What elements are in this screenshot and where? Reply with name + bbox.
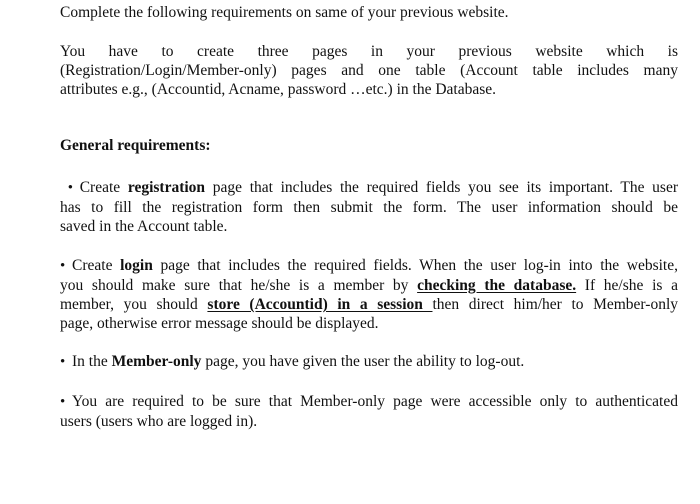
bullet-registration-line-3: saved in the Account table. bbox=[60, 218, 228, 235]
bullet-auth-line-1 bbox=[60, 392, 678, 412]
reg-rest: page that includes the required fields you see its important. The user bbox=[205, 179, 678, 196]
login-line2-post: If he/she is a bbox=[576, 277, 678, 294]
bullet-icon: • bbox=[60, 258, 66, 274]
intro-line: Complete the following requirements on same of your previous website. bbox=[60, 4, 509, 21]
bullet-member-line-1 bbox=[60, 352, 678, 372]
bullet-login-line-2 bbox=[60, 276, 678, 295]
bullet-icon: • bbox=[60, 394, 66, 410]
bullet-registration-line-2: has to fill the registration form then submit the form. The user information should be bbox=[60, 199, 678, 216]
checking-database-emphasis: checking the database. bbox=[417, 277, 577, 294]
intro-paragraph bbox=[60, 42, 678, 99]
bullet-login-line-1 bbox=[60, 256, 678, 276]
bullet-member-only bbox=[60, 352, 678, 372]
bullet-login-line-3 bbox=[60, 295, 678, 314]
login-line2-pre: you should make sure that he/she is a member by bbox=[60, 277, 418, 294]
reg-bold: registration bbox=[127, 179, 206, 196]
member-pre: In the bbox=[72, 353, 112, 370]
login-rest: page that includes the required fields. When the user log-in into the website, bbox=[152, 257, 678, 274]
store-session-emphasis: store (Accountid) in a session bbox=[207, 296, 433, 313]
bullet-icon: • bbox=[67, 180, 73, 196]
member-bold: Member-only bbox=[111, 353, 202, 370]
bullet-registration bbox=[60, 178, 678, 236]
general-requirements-heading: General requirements: bbox=[60, 137, 211, 154]
intro-paragraph-line-2: (Registration/Login/Member-only) pages and one table (Account table includes many bbox=[60, 62, 678, 79]
login-line3-post: then direct him/her to Member-only bbox=[432, 296, 679, 313]
intro-paragraph-line-1: You have to create three pages in your previous website which is bbox=[60, 43, 678, 60]
bullet-authenticated bbox=[60, 392, 678, 431]
bullet-login bbox=[60, 256, 678, 333]
intro-paragraph-line-3: attributes e.g., (Accountid, Acname, password …etc.) in the Database. bbox=[60, 81, 497, 98]
intro-text bbox=[60, 3, 678, 22]
bullet-registration-line-1 bbox=[60, 178, 678, 198]
reg-pre: Create bbox=[79, 179, 128, 196]
member-post: page, you have given the user the ability to log-out. bbox=[201, 353, 525, 370]
login-bold: login bbox=[120, 257, 153, 274]
bullet-login-line-4: page, otherwise error message should be displayed. bbox=[60, 315, 379, 332]
login-line3-pre: member, you should bbox=[60, 296, 208, 313]
login-pre: Create bbox=[72, 257, 121, 274]
auth-line1-text: You are required to be sure that Member-only page were accessible only to authenticated bbox=[72, 393, 678, 410]
bullet-auth-line-2: users (users who are logged in). bbox=[60, 413, 258, 430]
bullet-icon: • bbox=[60, 354, 66, 370]
